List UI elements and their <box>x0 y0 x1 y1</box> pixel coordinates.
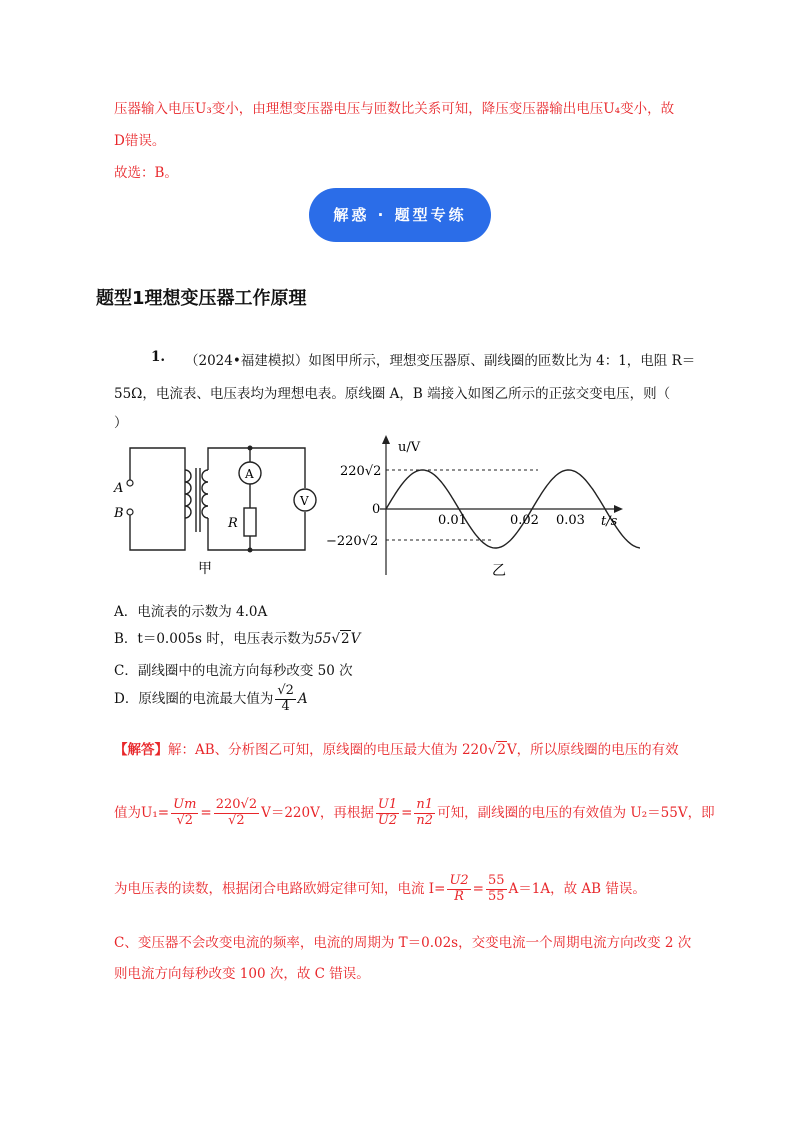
solution-line-2: 值为U₁= $\frac{Um}{√2}$ = $\frac{220√2}{√2}$ V＝220V，再根据 $\frac{U1}{U2}$ = $\frac{n1}{n2}$ 可知，副线圈的电压的有效值为 U₂＝55V，即 <box>114 797 715 828</box>
answer-line-3: 故选：B。 <box>114 165 178 181</box>
terminal-a-label: A <box>114 481 124 496</box>
option-b-unit: V <box>350 631 361 647</box>
x-tick-0: 0.01 <box>438 513 467 528</box>
solution-line-4: C、变压器不会改变电流的频率，电流的周期为 T＝0.02s，交变电流一个周期电流方向改变 2 次 <box>114 935 692 951</box>
solution-line-5: 则电流方向每秒改变 100 次，故 C 错误。 <box>114 966 370 982</box>
solution-line-1: 【解答】解：AB、分析图乙可知，原线圈的电压最大值为 220√2V，所以原线圈的电压的有效 <box>114 742 679 758</box>
option-b-value: 55 <box>314 631 332 647</box>
ammeter-symbol: A <box>245 467 254 481</box>
circuit-diagram <box>110 440 330 580</box>
option-b-sqrt: √2 <box>331 631 350 647</box>
practice-banner: 解惑 · 题型专练 <box>309 188 491 242</box>
resistor-label: R <box>228 516 238 531</box>
option-d-fraction: $\frac{√2}{4}$ <box>277 683 294 714</box>
question-line-2: 55Ω，电流表、电压表均为理想电表。原线圈 A，B 端接入如图乙所示的正弦交变电压，则（ <box>114 386 671 402</box>
question-line-3: ） <box>114 415 128 431</box>
terminal-b-label: B <box>114 506 124 521</box>
option-c: C．副线圈中的电流方向每秒改变 50 次 <box>114 663 353 679</box>
y-axis-label: u/V <box>398 440 421 455</box>
origin-label: 0 <box>372 502 381 517</box>
option-b-prefix: B．t＝0.005s 时，电压表示数为 <box>114 631 315 647</box>
voltage-time-graph <box>320 432 640 580</box>
y-min-label: −220√2 <box>326 534 379 549</box>
x-tick-1: 0.02 <box>510 513 539 528</box>
solution-line-3: 为电压表的读数，根据闭合电路欧姆定律可知，电流 I= $\frac{U2}{R}$ = $\frac{55}{55}$ A＝1A，故 AB 错误。 <box>114 873 646 904</box>
figure-caption-jia: 甲 <box>198 561 212 577</box>
solution-tag: 【解答】 <box>114 742 168 758</box>
x-tick-2: 0.03 <box>556 513 585 528</box>
section-title: 题型1理想变压器工作原理 <box>96 288 307 309</box>
option-b <box>114 627 360 647</box>
question-number: 1. <box>151 349 166 365</box>
x-axis-label: t/s <box>601 514 618 529</box>
option-d-prefix: D．原线圈的电流最大值为 <box>114 690 274 707</box>
option-d <box>114 684 308 715</box>
voltmeter-symbol: V <box>300 494 309 508</box>
option-a: A．电流表的示数为 4.0A <box>114 604 268 620</box>
question-line-1: （2024•福建模拟）如图甲所示，理想变压器原、副线圈的匝数比为 4：1，电阻 R＝ <box>185 353 696 369</box>
y-axis-arrow <box>382 435 390 444</box>
x-axis-arrow <box>614 505 623 513</box>
answer-line-1: 压器输入电压U₃变小，由理想变压器电压与匝数比关系可知，降压变压器输出电压U₄变小，故 <box>114 101 675 117</box>
figure-caption-yi: 乙 <box>492 563 506 579</box>
answer-line-2: D错误。 <box>114 133 166 149</box>
y-max-label: 220√2 <box>340 464 382 479</box>
option-d-unit: A <box>297 690 308 707</box>
